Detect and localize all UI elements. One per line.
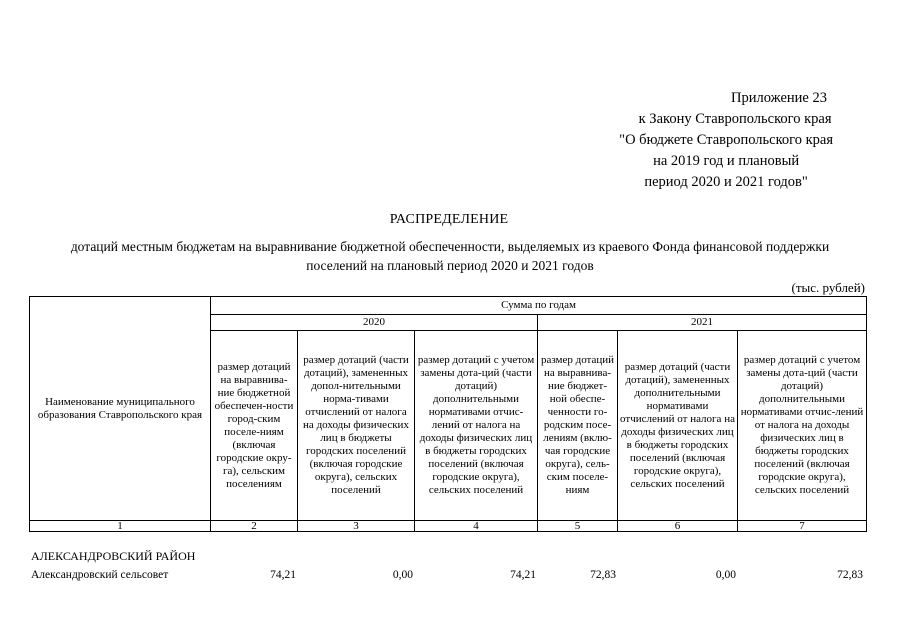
header-col-6: размер дотаций (части дотаций), замененных дополнительными нормативами отчислений от налога на доходы физических лиц в бюджеты городских поселений (включая городские округа), сельских поселений xyxy=(618,331,738,521)
row-value-2021-replaced: 0,00 xyxy=(715,569,736,581)
subtitle-line-2: поселений на плановый период 2020 и 2021 годов xyxy=(306,258,594,273)
row-value-2021-dotation: 72,83 xyxy=(590,569,616,581)
row-value-2020-replaced: 0,00 xyxy=(392,569,413,581)
header-col-5: размер дотаций на выравнива-ние бюджет-ной обеспе-ченности го-родским посе-лениям (вклю-чая городские округа), сель-ским поселе-ниям xyxy=(538,331,618,521)
appendix-budget: "О бюджете Ставропольского края xyxy=(619,132,833,148)
col-number: 1 xyxy=(30,521,211,532)
header-col-3: размер дотаций (части дотаций), замененных допол-нительными норма-тивами отчислений от налога на доходы физических лиц в бюджеты городских поселений (включая городские округа), сельских поселений xyxy=(298,331,415,521)
header-col-2: размер дотаций на выравнива-ние бюджетной обеспечен-ности город-ским поселе-ниям (включая городские окру-га), сельским поселениям xyxy=(211,331,298,521)
header-year-2021: 2021 xyxy=(538,315,867,331)
appendix-period: период 2020 и 2021 годов" xyxy=(644,174,808,190)
col-number: 5 xyxy=(538,521,618,532)
appendix-number: Приложение 23 xyxy=(731,90,827,106)
header-col-4: размер дотаций с учетом замены дота-ций (части дотаций) дополнительными нормативами отчис-лений от налога на доходы физических лиц в бюджеты городских поселений (включая городские округа), сельских поселений xyxy=(415,331,538,521)
row-value-2020-total: 74,21 xyxy=(510,569,536,581)
row-value-2020-dotation: 74,21 xyxy=(270,569,296,581)
units-label: (тыс. рублей) xyxy=(791,280,865,295)
header-sum-by-years: Сумма по годам xyxy=(211,297,867,315)
header-municipality: Наименование муниципального образования Ставропольского края xyxy=(30,297,211,521)
document-subtitle xyxy=(40,237,860,275)
row-municipality-name: Александровский сельсовет xyxy=(31,569,169,581)
header-year-2020: 2020 xyxy=(211,315,538,331)
appendix-year: на 2019 год и плановый xyxy=(653,153,800,169)
col-number: 4 xyxy=(415,521,538,532)
distribution-table xyxy=(29,296,867,532)
col-number: 3 xyxy=(298,521,415,532)
row-value-2021-total: 72,83 xyxy=(837,569,863,581)
appendix-block xyxy=(619,88,833,193)
table-row xyxy=(29,569,866,583)
col-number: 6 xyxy=(618,521,738,532)
col-number: 2 xyxy=(211,521,298,532)
col-number: 7 xyxy=(738,521,867,532)
subtitle-line-1: дотаций местным бюджетам на выравнивание бюджетной обеспеченности, выделяемых из краевого Фонда финансовой поддержки xyxy=(70,239,830,254)
appendix-law: к Закону Ставропольского края xyxy=(638,111,832,127)
district-heading: АЛЕКСАНДРОВСКИЙ РАЙОН xyxy=(31,549,196,563)
document-title: РАСПРЕДЕЛЕНИЕ xyxy=(389,212,509,227)
header-col-7: размер дотаций с учетом замены дота-ций (части дотаций) дополнительными нормативами отчис-лений от налога на доходы физических лиц в бюджеты городских поселений (включая городские округа), сельских поселений xyxy=(738,331,867,521)
